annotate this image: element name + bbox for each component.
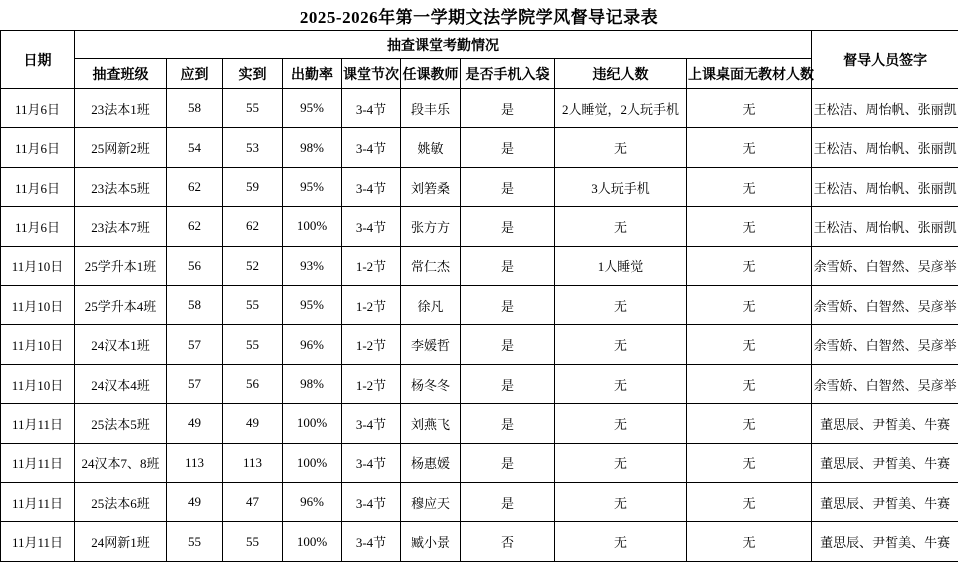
expected-count-cell: 62	[167, 207, 223, 246]
expected-count-cell: 54	[167, 128, 223, 167]
class-period-cell: 3-4节	[342, 404, 401, 443]
class-cell: 23法本5班	[75, 167, 167, 206]
phone-in-bag-cell: 是	[461, 167, 555, 206]
attendance-rate-cell: 96%	[283, 483, 342, 522]
teacher-cell: 刘燕飞	[401, 404, 461, 443]
expected-count-cell: 62	[167, 167, 223, 206]
teacher-cell: 穆应天	[401, 483, 461, 522]
table-row	[1, 246, 958, 285]
supervisors-signature-cell: 王松洁、周怡帆、张丽凯	[812, 207, 958, 246]
phone-in-bag-cell: 是	[461, 207, 555, 246]
supervisors-signature-cell: 余雪娇、白智然、吴彦举	[812, 246, 958, 285]
column-header: 上课桌面无教材人数	[687, 59, 812, 89]
class-cell: 23法本7班	[75, 207, 167, 246]
column-header: 出勤率	[283, 59, 342, 89]
supervision-record-table	[0, 30, 958, 562]
no-textbook-count-cell: 无	[687, 89, 812, 128]
violations-cell: 无	[555, 522, 687, 562]
table-row	[1, 443, 958, 482]
expected-count-cell: 57	[167, 325, 223, 364]
no-textbook-count-cell: 无	[687, 443, 812, 482]
expected-count-cell: 113	[167, 443, 223, 482]
phone-in-bag-cell: 是	[461, 286, 555, 325]
column-header: 应到	[167, 59, 223, 89]
phone-in-bag-cell: 否	[461, 522, 555, 562]
column-header-supervisor-signature: 督导人员签字	[812, 31, 958, 89]
column-group-attendance-check: 抽查课堂考勤情况	[75, 31, 812, 59]
date-cell: 11月6日	[1, 128, 75, 167]
column-header: 抽查班级	[75, 59, 167, 89]
table-row	[1, 167, 958, 206]
class-cell: 25网新2班	[75, 128, 167, 167]
phone-in-bag-cell: 是	[461, 128, 555, 167]
teacher-cell: 刘箬桑	[401, 167, 461, 206]
supervisors-signature-cell: 余雪娇、白智然、吴彦举	[812, 286, 958, 325]
class-period-cell: 3-4节	[342, 522, 401, 562]
actual-count-cell: 49	[223, 404, 283, 443]
supervisors-signature-cell: 王松洁、周怡帆、张丽凯	[812, 167, 958, 206]
class-cell: 24网新1班	[75, 522, 167, 562]
expected-count-cell: 57	[167, 364, 223, 403]
class-period-cell: 3-4节	[342, 207, 401, 246]
violations-cell: 无	[555, 443, 687, 482]
table-row	[1, 522, 958, 562]
actual-count-cell: 113	[223, 443, 283, 482]
violations-cell: 1人睡觉	[555, 246, 687, 285]
teacher-cell: 张方方	[401, 207, 461, 246]
actual-count-cell: 59	[223, 167, 283, 206]
class-cell: 25法本6班	[75, 483, 167, 522]
attendance-rate-cell: 100%	[283, 207, 342, 246]
table-row	[1, 128, 958, 167]
no-textbook-count-cell: 无	[687, 167, 812, 206]
expected-count-cell: 55	[167, 522, 223, 562]
violations-cell: 无	[555, 364, 687, 403]
supervisors-signature-cell: 余雪娇、白智然、吴彦举	[812, 364, 958, 403]
supervisors-signature-cell: 董思辰、尹皙美、牛赛	[812, 443, 958, 482]
phone-in-bag-cell: 是	[461, 443, 555, 482]
teacher-cell: 常仁杰	[401, 246, 461, 285]
no-textbook-count-cell: 无	[687, 128, 812, 167]
date-cell: 11月11日	[1, 443, 75, 482]
expected-count-cell: 56	[167, 246, 223, 285]
column-header: 课堂节次	[342, 59, 401, 89]
date-cell: 11月11日	[1, 404, 75, 443]
expected-count-cell: 58	[167, 89, 223, 128]
violations-cell: 无	[555, 286, 687, 325]
violations-cell: 无	[555, 483, 687, 522]
violations-cell: 无	[555, 207, 687, 246]
table-body	[1, 89, 958, 562]
date-cell: 11月10日	[1, 325, 75, 364]
class-period-cell: 1-2节	[342, 286, 401, 325]
phone-in-bag-cell: 是	[461, 89, 555, 128]
date-cell: 11月11日	[1, 522, 75, 562]
no-textbook-count-cell: 无	[687, 522, 812, 562]
table-header	[1, 31, 958, 89]
no-textbook-count-cell: 无	[687, 404, 812, 443]
actual-count-cell: 56	[223, 364, 283, 403]
class-cell: 24汉本1班	[75, 325, 167, 364]
date-cell: 11月11日	[1, 483, 75, 522]
supervisors-signature-cell: 董思辰、尹皙美、牛赛	[812, 522, 958, 562]
violations-cell: 无	[555, 325, 687, 364]
table-row	[1, 364, 958, 403]
actual-count-cell: 62	[223, 207, 283, 246]
expected-count-cell: 49	[167, 483, 223, 522]
page-title: 2025-2026年第一学期文法学院学风督导记录表	[299, 7, 659, 27]
phone-in-bag-cell: 是	[461, 364, 555, 403]
expected-count-cell: 58	[167, 286, 223, 325]
attendance-rate-cell: 95%	[283, 286, 342, 325]
no-textbook-count-cell: 无	[687, 286, 812, 325]
teacher-cell: 徐凡	[401, 286, 461, 325]
phone-in-bag-cell: 是	[461, 246, 555, 285]
actual-count-cell: 53	[223, 128, 283, 167]
date-cell: 11月6日	[1, 89, 75, 128]
class-period-cell: 3-4节	[342, 483, 401, 522]
class-period-cell: 1-2节	[342, 325, 401, 364]
table-row	[1, 89, 958, 128]
column-header: 任课教师	[401, 59, 461, 89]
violations-cell: 无	[555, 128, 687, 167]
class-cell: 25法本5班	[75, 404, 167, 443]
attendance-rate-cell: 98%	[283, 364, 342, 403]
header-group-row	[1, 31, 958, 59]
actual-count-cell: 47	[223, 483, 283, 522]
phone-in-bag-cell: 是	[461, 325, 555, 364]
supervisors-signature-cell: 王松洁、周怡帆、张丽凯	[812, 89, 958, 128]
attendance-rate-cell: 95%	[283, 167, 342, 206]
violations-cell: 无	[555, 404, 687, 443]
column-header: 是否手机入袋	[461, 59, 555, 89]
teacher-cell: 杨惠媛	[401, 443, 461, 482]
teacher-cell: 姚敏	[401, 128, 461, 167]
teacher-cell: 李媛哲	[401, 325, 461, 364]
class-cell: 25学升本1班	[75, 246, 167, 285]
date-cell: 11月10日	[1, 364, 75, 403]
violations-cell: 3人玩手机	[555, 167, 687, 206]
actual-count-cell: 55	[223, 522, 283, 562]
actual-count-cell: 55	[223, 89, 283, 128]
phone-in-bag-cell: 是	[461, 404, 555, 443]
date-cell: 11月10日	[1, 286, 75, 325]
attendance-rate-cell: 100%	[283, 522, 342, 562]
supervisors-signature-cell: 董思辰、尹皙美、牛赛	[812, 404, 958, 443]
actual-count-cell: 55	[223, 325, 283, 364]
no-textbook-count-cell: 无	[687, 246, 812, 285]
teacher-cell: 段丰乐	[401, 89, 461, 128]
table-row	[1, 404, 958, 443]
class-period-cell: 3-4节	[342, 167, 401, 206]
class-period-cell: 3-4节	[342, 443, 401, 482]
table-row	[1, 325, 958, 364]
class-cell: 23法本1班	[75, 89, 167, 128]
class-cell: 24汉本7、8班	[75, 443, 167, 482]
class-period-cell: 1-2节	[342, 364, 401, 403]
phone-in-bag-cell: 是	[461, 483, 555, 522]
teacher-cell: 臧小景	[401, 522, 461, 562]
table-row	[1, 483, 958, 522]
attendance-rate-cell: 98%	[283, 128, 342, 167]
attendance-rate-cell: 93%	[283, 246, 342, 285]
table-row	[1, 207, 958, 246]
no-textbook-count-cell: 无	[687, 483, 812, 522]
column-header: 违纪人数	[555, 59, 687, 89]
column-header-date: 日期	[1, 31, 75, 89]
date-cell: 11月10日	[1, 246, 75, 285]
actual-count-cell: 52	[223, 246, 283, 285]
attendance-rate-cell: 100%	[283, 404, 342, 443]
class-period-cell: 3-4节	[342, 128, 401, 167]
table-row	[1, 286, 958, 325]
attendance-rate-cell: 100%	[283, 443, 342, 482]
no-textbook-count-cell: 无	[687, 364, 812, 403]
column-header: 实到	[223, 59, 283, 89]
class-cell: 25学升本4班	[75, 286, 167, 325]
supervisors-signature-cell: 董思辰、尹皙美、牛赛	[812, 483, 958, 522]
expected-count-cell: 49	[167, 404, 223, 443]
teacher-cell: 杨冬冬	[401, 364, 461, 403]
attendance-rate-cell: 95%	[283, 89, 342, 128]
violations-cell: 2人睡觉，2人玩手机	[555, 89, 687, 128]
date-cell: 11月6日	[1, 167, 75, 206]
date-cell: 11月6日	[1, 207, 75, 246]
supervisors-signature-cell: 王松洁、周怡帆、张丽凯	[812, 128, 958, 167]
no-textbook-count-cell: 无	[687, 207, 812, 246]
actual-count-cell: 55	[223, 286, 283, 325]
supervisors-signature-cell: 余雪娇、白智然、吴彦举	[812, 325, 958, 364]
class-period-cell: 1-2节	[342, 246, 401, 285]
class-period-cell: 3-4节	[342, 89, 401, 128]
attendance-rate-cell: 96%	[283, 325, 342, 364]
class-cell: 24汉本4班	[75, 364, 167, 403]
no-textbook-count-cell: 无	[687, 325, 812, 364]
